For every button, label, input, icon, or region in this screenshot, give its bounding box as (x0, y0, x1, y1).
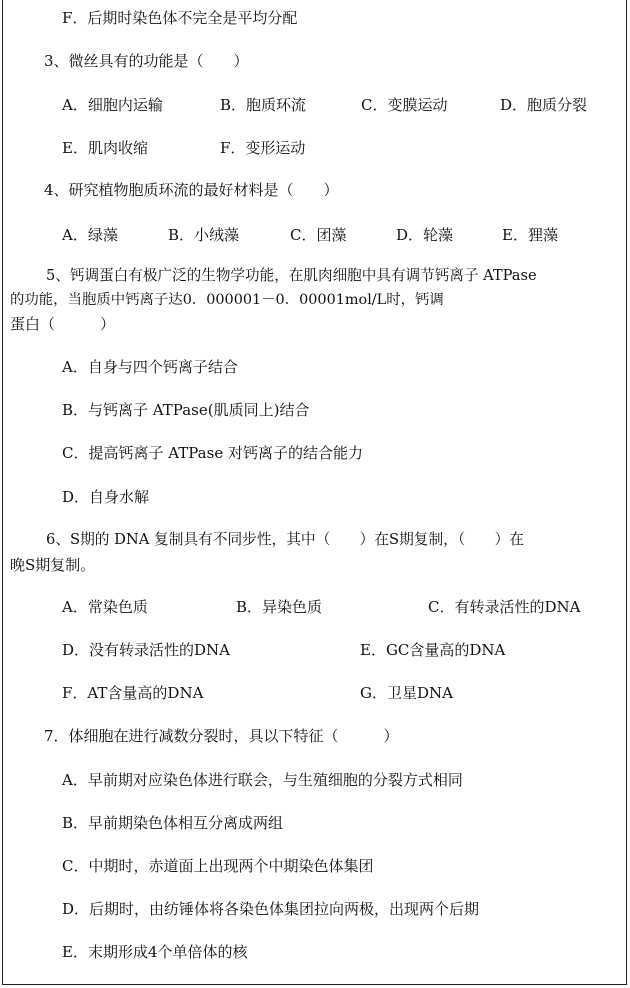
question-5-line-3: 蛋白（ ） (10, 315, 116, 333)
option-text: D．胞质分裂 (500, 96, 588, 114)
option-text: C．有转录活性的DNA (428, 598, 581, 616)
option-text: B．与钙离子 ATPase(肌质同上)结合 (62, 401, 310, 419)
option-text: F．后期时染色体不完全是平均分配 (62, 9, 298, 27)
question-6-line-2: 晚S期复制。 (10, 556, 96, 574)
option-text: E．肌肉收缩 (62, 139, 148, 157)
option-text: A．细胞内运输 (62, 96, 163, 114)
option-text: B．异染色质 (236, 598, 323, 616)
option-text: C．变膜运动 (361, 96, 448, 114)
question-3: 3、微丝具有的功能是（ ） (44, 52, 249, 70)
option-text: A．早前期对应染色体进行联会，与生殖细胞的分裂方式相同 (62, 771, 463, 789)
option-text: D．自身水解 (62, 488, 150, 506)
option-text: B．小绒藻 (168, 226, 240, 244)
option-text: D．轮藻 (396, 226, 454, 244)
option-text: C．团藻 (290, 226, 347, 244)
option-text: D．没有转录活性的DNA (62, 641, 231, 659)
option-text: A．绿藻 (62, 226, 118, 244)
option-text: E．末期形成4个单倍体的核 (62, 943, 248, 961)
option-text: E．GC含量高的DNA (360, 641, 506, 659)
question-7: 7．体细胞在进行减数分裂时，具以下特征（ ） (44, 727, 399, 745)
option-text: C．中期时，赤道面上出现两个中期染色体集团 (62, 857, 374, 875)
option-text: A．常染色质 (62, 598, 148, 616)
question-4: 4、研究植物胞质环流的最好材料是（ ） (44, 181, 339, 199)
option-text: E．狸藻 (502, 226, 558, 244)
option-text: G．卫星DNA (360, 684, 453, 702)
option-text: C．提高钙离子 ATPase 对钙离子的结合能力 (62, 444, 363, 462)
question-5: 5、钙调蛋白有极广泛的生物学功能，在肌肉细胞中具有调节钙离子 ATPase (46, 267, 537, 284)
option-text: B．胞质环流 (220, 96, 307, 114)
option-text: A．自身与四个钙离子结合 (62, 358, 238, 376)
question-6: 6、S期的 DNA 复制具有不同步性，其中（ ）在S期复制，（ ）在 (46, 531, 524, 548)
option-text: D．后期时，由纺锤体将各染色体集团拉向两极，出现两个后期 (62, 900, 480, 918)
question-5-line-2: 的功能，当胞质中钙离子达0．000001－0．00001mol/L时，钙调 (10, 292, 444, 308)
option-text: F．变形运动 (220, 139, 306, 157)
option-text: B．早前期染色体相互分离成两组 (62, 814, 284, 832)
option-text: F．AT含量高的DNA (62, 684, 204, 702)
